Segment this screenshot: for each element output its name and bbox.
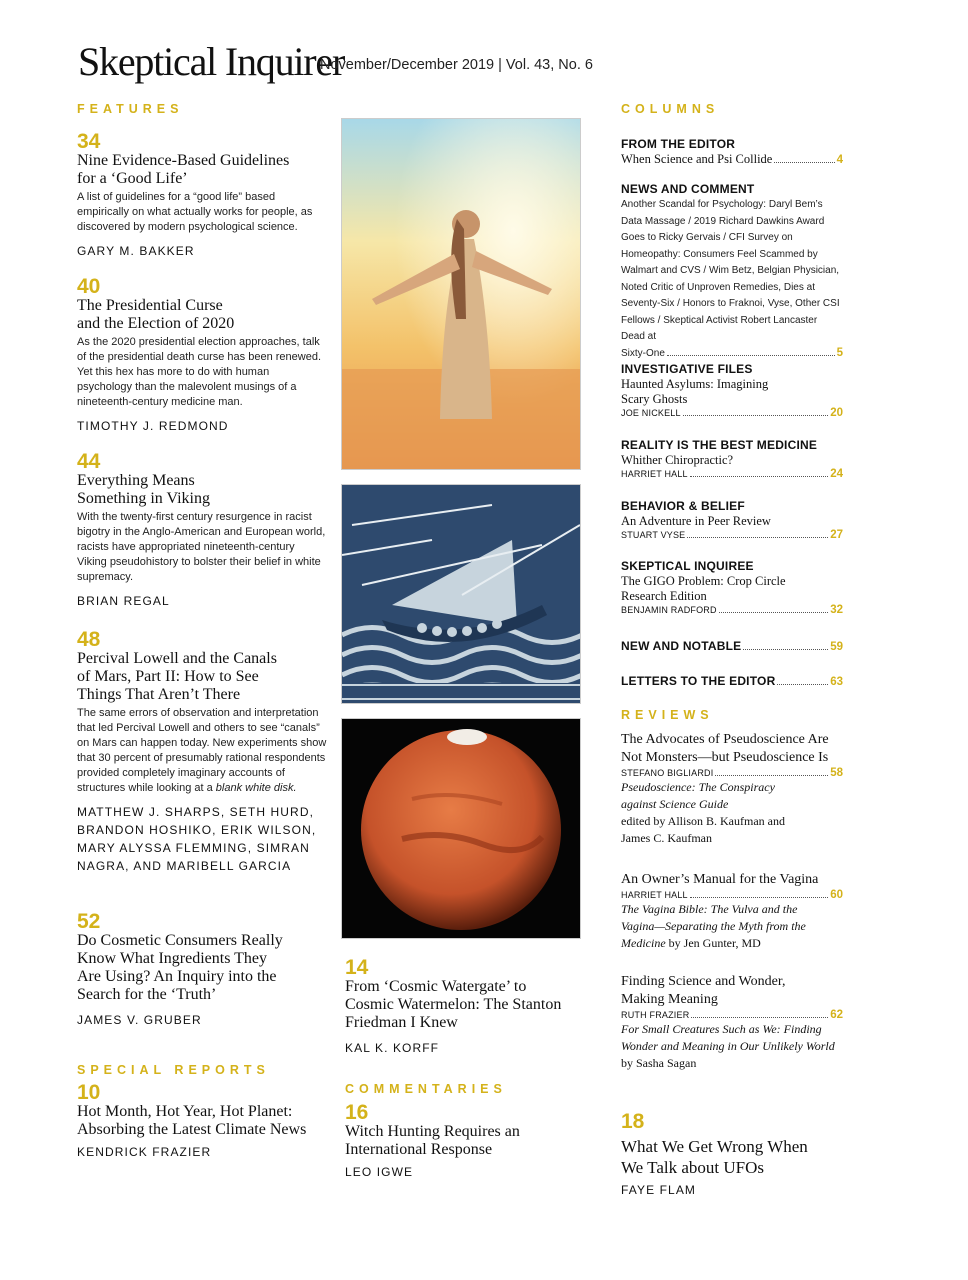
page-number: 32	[830, 604, 843, 616]
page-number: 52	[77, 910, 101, 933]
commentary-item[interactable]	[345, 1102, 585, 1181]
column-subtitle: Whither Chiropractic?	[621, 453, 734, 467]
review-item[interactable]	[621, 871, 843, 952]
review-item[interactable]	[621, 731, 843, 847]
middle-feature-item[interactable]	[345, 957, 585, 1057]
issue-info: November/December 2019 | Vol. 43, No. 6	[320, 57, 593, 73]
article-author: TIMOTHY J. REDMOND	[77, 419, 229, 433]
review-book: Pseudoscience: The Conspiracy against Science Guide edited by Allison B. Kaufman and James C. Kaufman	[621, 780, 785, 845]
bottom-feature-item[interactable]	[621, 1111, 843, 1199]
special-report-item[interactable]	[77, 1082, 327, 1161]
review-book: The Vagina Bible: The Vulva and the Vagina—Separating the Myth from the Medicine by Jen Gunter, MD	[621, 902, 806, 950]
column-head: FROM THE EDITOR	[621, 137, 736, 151]
page-number: 24	[830, 468, 843, 480]
review-title: Finding Science and Wonder, Making Meaning	[621, 974, 786, 1007]
reviews-heading: REVIEWS	[621, 708, 714, 722]
column-from-editor[interactable]	[621, 136, 843, 167]
review-item[interactable]	[621, 973, 843, 1072]
review-title: An Owner’s Manual for the Vagina	[621, 872, 819, 887]
column-letters[interactable]	[621, 673, 843, 689]
column-head: LETTERS TO THE EDITOR	[621, 674, 776, 688]
woman-sunlight-image	[341, 118, 581, 470]
page-number: 60	[830, 889, 843, 901]
page-number: 27	[830, 529, 843, 541]
column-behavior[interactable]	[621, 498, 843, 541]
column-subtitle: The GIGO Problem: Crop Circle Research Edition	[621, 574, 786, 603]
article-title: From ‘Cosmic Watergate’ to Cosmic Watermelon: The Stanton Friedman I Knew	[345, 978, 562, 1031]
page-number: 63	[830, 676, 843, 688]
article-author: FAYE FLAM	[621, 1183, 697, 1197]
column-news[interactable]	[621, 181, 843, 362]
special-reports-heading: SPECIAL REPORTS	[77, 1063, 270, 1077]
review-title: The Advocates of Pseudoscience Are Not Monsters—but Pseudoscience Is	[621, 732, 829, 765]
article-author: KAL K. KORFF	[345, 1041, 440, 1055]
article-description: As the 2020 presidential election approaches, talk of the presidential death curse has been renewed. Yet this hex has more to do with human psychology than the malevolent musings of a nineteenth-century medicine man.	[77, 336, 321, 408]
column-author: JOE NICKELL	[621, 408, 681, 418]
article-author: KENDRICK FRAZIER	[77, 1145, 212, 1159]
column-head: REALITY IS THE BEST MEDICINE	[621, 438, 818, 452]
article-title: Do Cosmetic Consumers Really Know What Ingredients They Are Using? An Inquiry into the Search for the ‘Truth’	[77, 932, 283, 1003]
viking-ship-image	[341, 484, 581, 704]
column-subtitle: An Adventure in Peer Review	[621, 514, 771, 528]
mars-image	[341, 718, 581, 939]
masthead-title: Skeptical Inquirer	[78, 39, 345, 84]
page-number: 4	[836, 154, 843, 166]
commentaries-heading: COMMENTARIES	[345, 1082, 507, 1096]
article-title: Witch Hunting Requires an International Response	[345, 1123, 520, 1158]
article-title: The Presidential Curse and the Election of 2020	[77, 297, 235, 332]
page-number: 16	[345, 1101, 369, 1124]
feature-item[interactable]	[77, 451, 327, 610]
review-author: HARRIET HALL	[621, 890, 688, 900]
page-number: 20	[830, 407, 843, 419]
page-number: 10	[77, 1081, 101, 1104]
review-author: STEFANO BIGLIARDI	[621, 768, 714, 778]
article-title: What We Get Wrong When We Talk about UFOs	[621, 1137, 808, 1177]
page-number: 34	[77, 130, 101, 153]
column-head: NEWS AND COMMENT	[621, 182, 755, 196]
column-head: BEHAVIOR & BELIEF	[621, 499, 745, 513]
column-inquiree[interactable]	[621, 558, 843, 616]
article-description: The same errors of observation and interpretation that led Percival Lowell and others to see “canals” on Mars can happen today. New experiments show that 30 percent of presumably rational respondents provided completely imaginary accounts of structures while looking at a blank white disk.	[77, 707, 327, 794]
column-head: INVESTIGATIVE FILES	[621, 362, 753, 376]
page-number: 5	[836, 346, 843, 359]
column-subtitle: Haunted Asylums: Imagining Scary Ghosts	[621, 377, 769, 406]
column-body: Another Scandal for Psychology: Daryl Bem’s Data Massage / 2019 Richard Dawkins Award Goes to Ricky Gervais / CFI Survey on Homeopathy: Consumers Feel Scammed by Walmart and CVS / Wim Betz, Belgian Physician, Noted Critic of Unproven Remedies, Dies at Seventy-Six / Honors to Fraknoi, Vyse, Other CSI Fellows / Skeptical Activist Robert Lancaster Dead at	[621, 199, 840, 342]
page-number: 14	[345, 956, 369, 979]
page-number: 62	[830, 1009, 843, 1021]
page-number: 18	[621, 1110, 645, 1133]
column-new-notable[interactable]	[621, 638, 843, 654]
column-author: HARRIET HALL	[621, 469, 688, 479]
article-author: BRIAN REGAL	[77, 594, 170, 608]
review-book: For Small Creatures Such as We: Finding Wonder and Meaning in Our Unlikely World by Sasha Sagan	[621, 1022, 835, 1070]
column-investigative[interactable]	[621, 361, 843, 419]
article-author: JAMES V. GRUBER	[77, 1013, 202, 1027]
article-title: Everything Means Something in Viking	[77, 472, 210, 507]
page-number: 40	[77, 275, 101, 298]
article-author: LEO IGWE	[345, 1165, 414, 1179]
column-author: BENJAMIN RADFORD	[621, 605, 717, 615]
columns-heading: COLUMNS	[621, 102, 720, 116]
page-number: 58	[830, 767, 843, 779]
page-number: 48	[77, 628, 101, 651]
article-author: MATTHEW J. SHARPS, SETH HURD, BRANDON HOSHIKO, ERIK WILSON, MARY ALYSSA FLEMMING, SIMRAN NAGRA, AND MARIBELL GARCIA	[77, 805, 317, 873]
article-author: GARY M. BAKKER	[77, 244, 195, 258]
page-number: 59	[830, 641, 843, 653]
feature-item[interactable]	[77, 276, 327, 435]
article-title: Percival Lowell and the Canals of Mars, Part II: How to See Things That Aren’t There	[77, 650, 277, 703]
column-head: SKEPTICAL INQUIREE	[621, 559, 754, 573]
features-heading: FEATURES	[77, 102, 184, 116]
column-reality[interactable]	[621, 437, 843, 480]
feature-item[interactable]	[77, 131, 327, 260]
article-title: Hot Month, Hot Year, Hot Planet: Absorbing the Latest Climate News	[77, 1103, 307, 1138]
column-body-end: Sixty-One	[621, 347, 665, 359]
article-description: A list of guidelines for a “good life” based empirically on what actually works for people, as discovered by modern psychological science.	[77, 191, 313, 233]
article-description: With the twenty-first century resurgence in racist bigotry in the Anglo-American and European world, racists have appropriated nineteenth-century Viking pseudohistory to bolster their belief in white supremacy.	[77, 511, 326, 583]
column-head: NEW AND NOTABLE	[621, 639, 742, 653]
feature-item[interactable]	[77, 911, 327, 1029]
column-author: STUART VYSE	[621, 530, 686, 540]
article-title: Nine Evidence-Based Guidelines for a ‘Good Life’	[77, 152, 290, 187]
column-subtitle: When Science and Psi Collide	[621, 152, 773, 166]
feature-item[interactable]	[77, 629, 327, 875]
review-author: RUTH FRAZIER	[621, 1010, 690, 1020]
page-number: 44	[77, 450, 101, 473]
